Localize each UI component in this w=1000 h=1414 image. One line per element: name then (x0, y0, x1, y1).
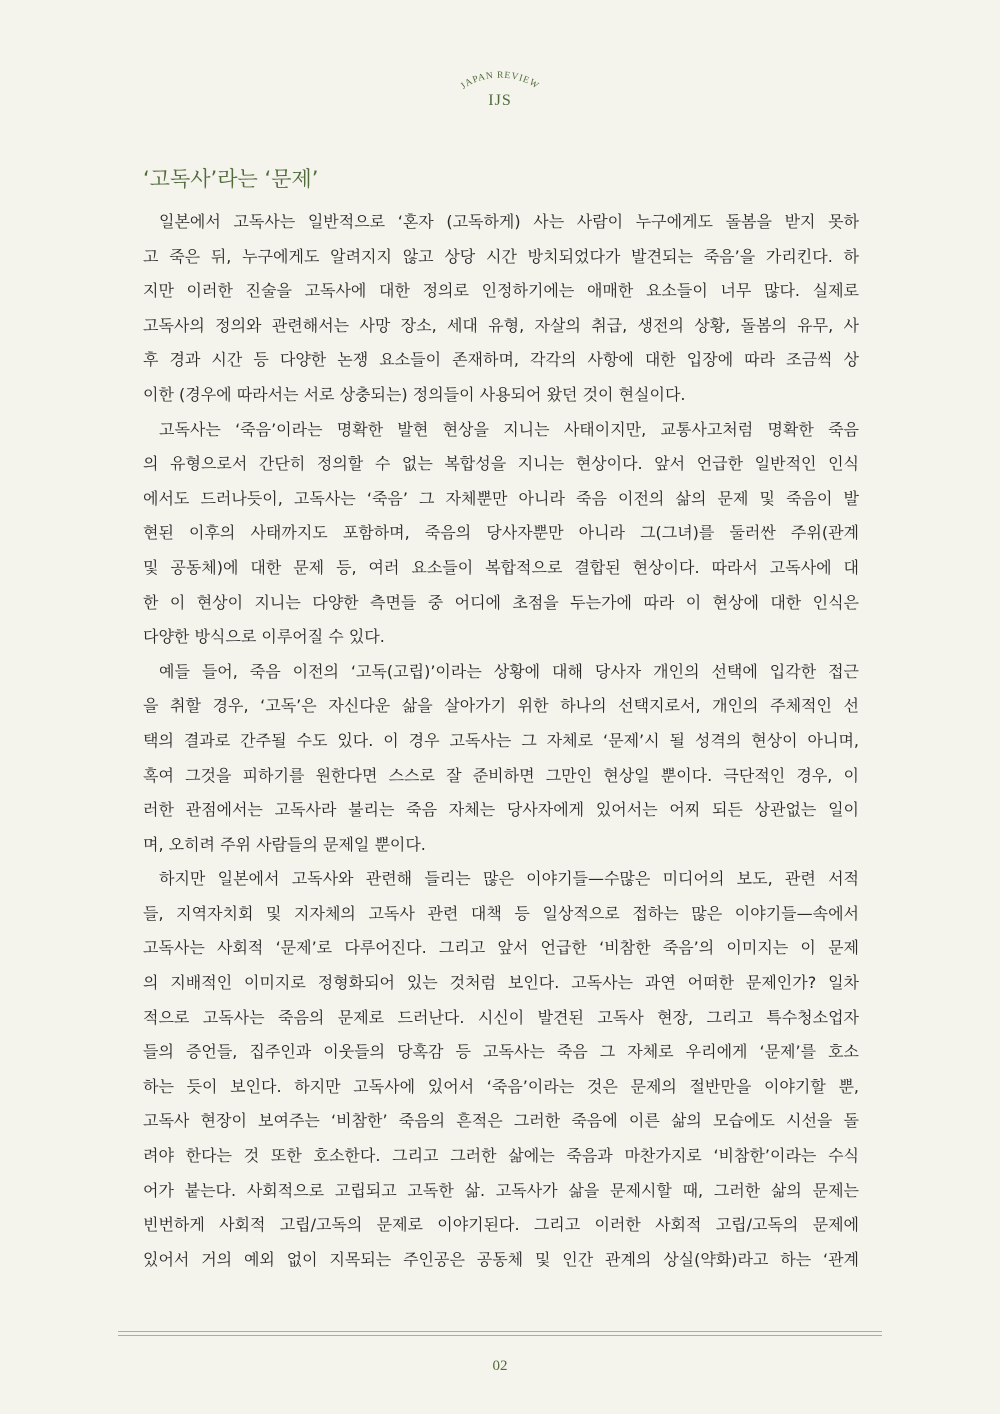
text-line: 하지만 일본에서 고독사와 관련해 들리는 많은 이야기들—수많은 미디어의 보도, 관련 서적 (159, 869, 859, 889)
text-line: 러한 관점에서는 고독사라 불리는 죽음 자체는 당사자에게 있어서는 어찌 되든 상관없는 일이 (143, 800, 859, 820)
page-number: 02 (492, 1358, 508, 1374)
text-line: 지만 이러한 진술을 고독사에 대한 정의로 인정하기에는 애매한 요소들이 너무 많다. 실제로 (143, 281, 859, 301)
footer-divider (118, 1335, 882, 1336)
text-line: 고독사는 ‘죽음’이라는 명확한 발현 현상을 지니는 사태이지만, 교통사고처럼 명확한 죽음 (159, 419, 859, 439)
logo-mark: IJS (488, 92, 512, 109)
text-line: 후 경과 시간 등 다양한 논쟁 요소들이 존재하며, 각각의 사항에 대한 입장에 따라 조금씩 상 (143, 350, 859, 370)
text-line: 혹여 그것을 피하기를 원한다면 스스로 잘 준비하면 그만인 현상일 뿐이다. 극단적인 경우, 이 (143, 765, 859, 785)
text-line: 적으로 고독사는 죽음의 문제로 드러난다. 시신이 발견된 고독사 현장, 그리고 특수청소업자 (143, 1007, 859, 1027)
text-line: 려야 한다는 것 또한 호소한다. 그리고 그러한 삶에는 죽음과 마찬가지로 ‘비참한’이라는 수식 (143, 1146, 859, 1166)
text-line: 현된 이후의 사태까지도 포함하며, 죽음의 당사자뿐만 아니라 그(그녀)를 둘러싼 주위(관계 (143, 523, 859, 543)
text-line: 이한 (경우에 따라서는 서로 상충되는) 정의들이 사용되어 왔던 것이 현실이다. (143, 384, 686, 404)
text-line: 며, 오히려 주위 사람들의 문제일 뿐이다. (143, 834, 426, 854)
text-line: 및 공동체)에 대한 문제 등, 여러 요소들이 복합적으로 결합된 현상이다. 따라서 고독사에 대 (143, 557, 859, 577)
article-body (143, 205, 859, 1277)
text-line: 다양한 방식으로 이루어질 수 있다. (143, 627, 385, 647)
text-line: 한 이 현상이 지니는 다양한 측면들 중 어디에 초점을 두는가에 따라 이 현상에 대한 인식은 (143, 592, 859, 612)
text-line: 에서도 드러나듯이, 고독사는 ‘죽음’ 그 자체뿐만 아니라 죽음 이전의 삶의 문제 및 죽음이 발 (143, 488, 859, 508)
svg-text:JAPAN REVIEW: JAPAN REVIEW (459, 70, 541, 92)
text-line: 들, 지역자치회 및 지자체의 고독사 관련 대책 등 일상적으로 접하는 많은 이야기들—속에서 (143, 903, 859, 923)
section-heading: ‘고독사’라는 ‘문제’ (143, 167, 319, 191)
text-line: 고 죽은 뒤, 누구에게도 알려지지 않고 상당 시간 방치되었다가 발견되는 죽음’을 가리킨다. 하 (143, 246, 859, 266)
text-line: 고독사 현장이 보여주는 ‘비참한’ 죽음의 흔적은 그러한 죽음에 이른 삶의 모습에도 시선을 돌 (143, 1111, 859, 1131)
text-line: 하는 듯이 보인다. 하지만 고독사에 있어서 ‘죽음’이라는 것은 문제의 절반만을 이야기할 뿐, (143, 1076, 859, 1096)
text-line: 예들 들어, 죽음 이전의 ‘고독(고립)’이라는 상황에 대해 당사자 개인의 선택에 입각한 접근 (159, 661, 859, 681)
footer-divider (118, 1331, 882, 1332)
text-line: 있어서 거의 예외 없이 지목되는 주인공은 공동체 및 인간 관계의 상실(약화)라고 하는 ‘관계 (143, 1249, 859, 1269)
text-line: 일본에서 고독사는 일반적으로 ‘혼자 (고독하게) 사는 사람이 누구에게도 돌봄을 받지 못하 (159, 212, 859, 231)
text-line: 의 유형으로서 간단히 정의할 수 없는 복합성을 지니는 현상이다. 앞서 언급한 일반적인 인식 (143, 454, 859, 474)
text-line: 택의 결과로 간주될 수도 있다. 이 경우 고독사는 그 자체로 ‘문제’시 될 성격의 현상이 아니며, (143, 730, 859, 750)
text-line: 들의 증언들, 집주인과 이웃들의 당혹감 등 고독사는 죽음 그 자체로 우리에게 ‘문제’를 호소 (143, 1042, 859, 1062)
text-line: 어가 붙는다. 사회적으로 고립되고 고독한 삶. 고독사가 삶을 문제시할 때, 그러한 삶의 문제는 (143, 1180, 859, 1200)
text-line: 고독사의 정의와 관련해서는 사망 장소, 세대 유형, 자살의 취급, 생전의 상황, 돌봄의 유무, 사 (143, 315, 859, 335)
text-line: 을 취할 경우, ‘고독’은 자신다운 삶을 살아가기 위한 하나의 선택지로서, 개인의 주체적인 선 (143, 696, 859, 716)
text-line: 빈번하게 사회적 고립/고독의 문제로 이야기된다. 그리고 이러한 사회적 고립/고독의 문제에 (143, 1215, 859, 1235)
text-line: 의 지배적인 이미지로 정형화되어 있는 것처럼 보인다. 고독사는 과연 어떠한 문제인가? 일차 (143, 973, 859, 993)
text-line: 고독사는 사회적 ‘문제’로 다루어진다. 그리고 앞서 언급한 ‘비참한 죽음’의 이미지는 이 문제 (143, 938, 859, 958)
journal-logo (440, 62, 560, 112)
